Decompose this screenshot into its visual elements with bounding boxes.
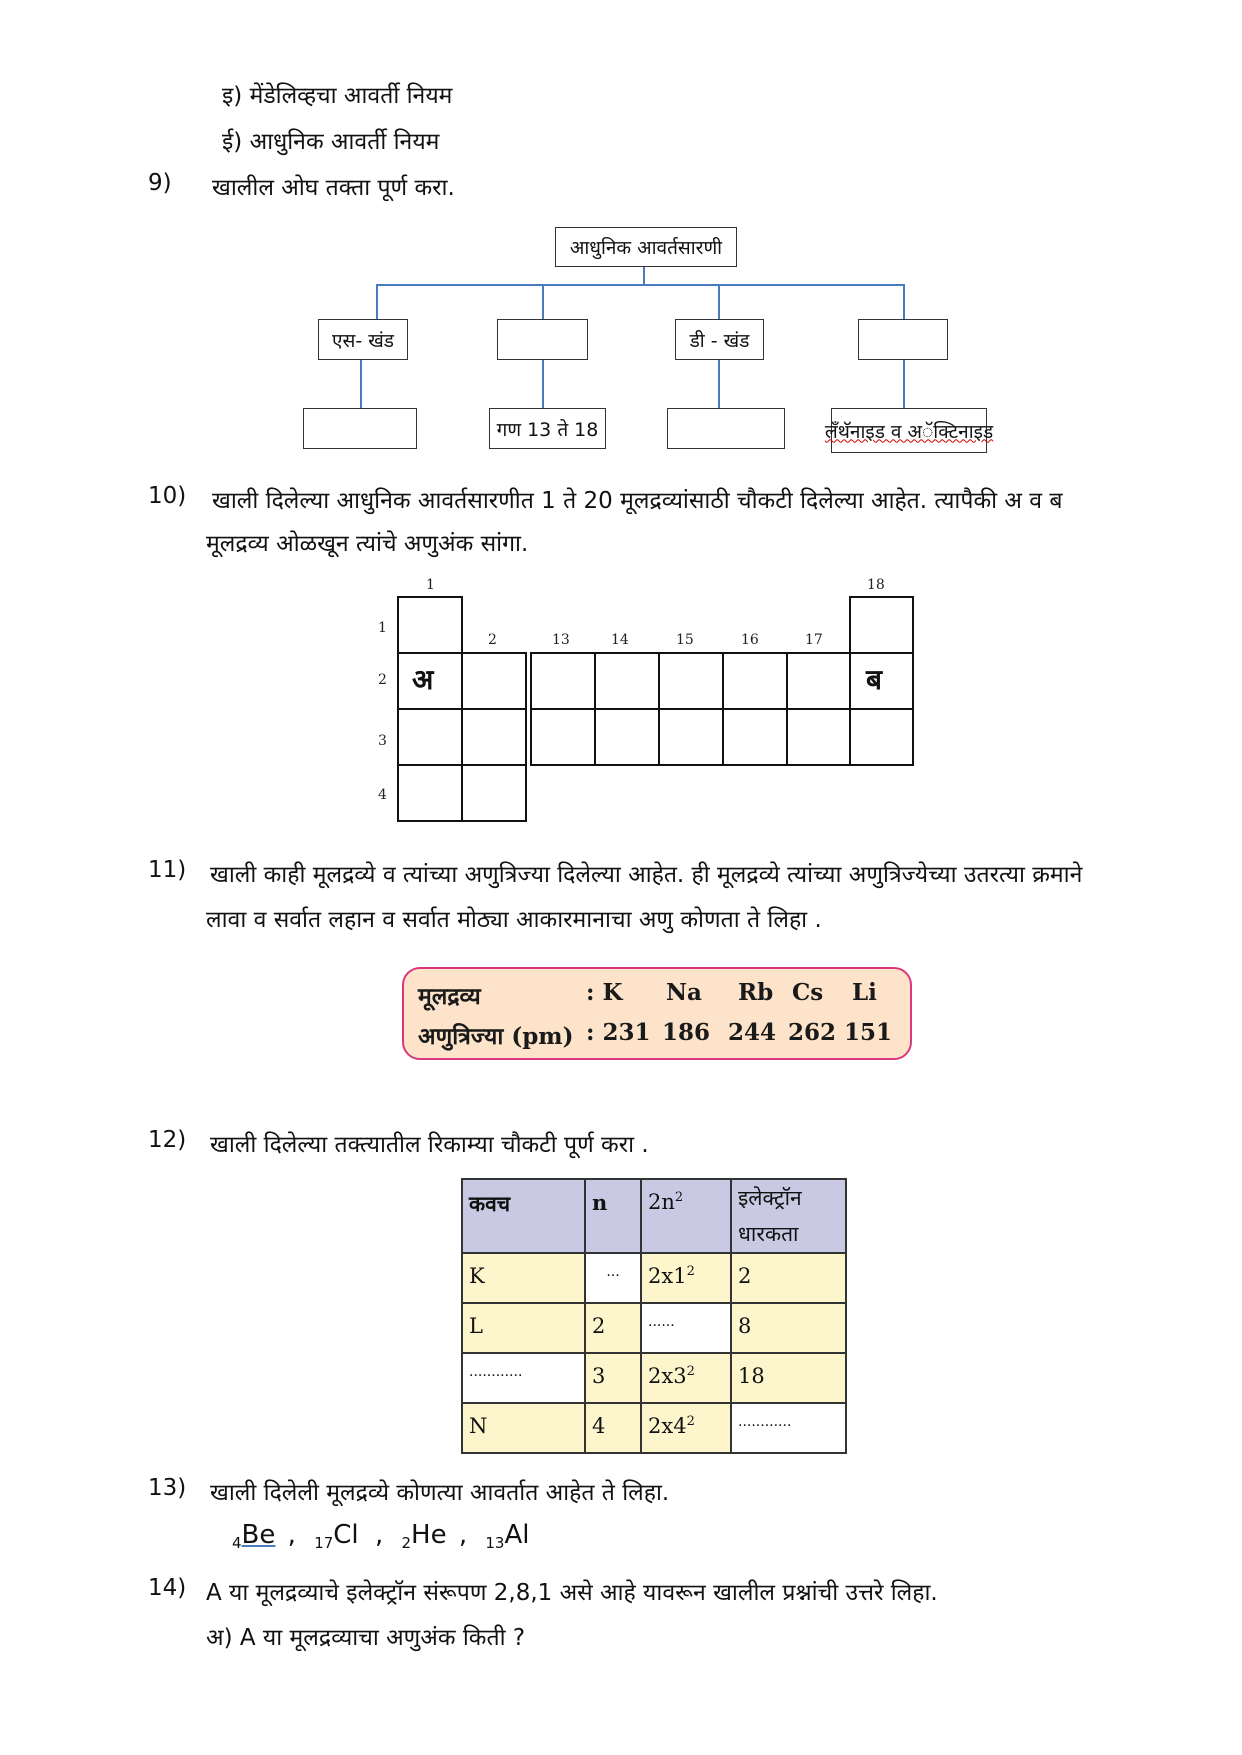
period-label: 1 [378, 620, 387, 636]
pt-cell [786, 652, 851, 710]
q10-text-line1: खाली दिलेल्या आधुनिक आवर्तसारणीत 1 ते 20 मूलद्रव्यांसाठी चौकटी दिलेल्या आहेत. त्यापैकी अ व ब [212, 488, 1063, 514]
cell-shell: N [462, 1403, 585, 1453]
table-row [462, 1253, 846, 1303]
cell-n: 3 [585, 1353, 641, 1403]
flow-blank-box[interactable] [858, 319, 948, 360]
cell-2n2 [641, 1353, 731, 1403]
group-label: 17 [805, 632, 823, 648]
table-row [462, 1353, 846, 1403]
cell-capacity: 8 [731, 1303, 846, 1353]
header-electron-text: इलेक्ट्रॉन [738, 1186, 802, 1210]
superscript: 2 [686, 1364, 695, 1379]
lanthanide-actinide-label: लँथॅनाइड व अॅक्टिनाइड [824, 420, 994, 443]
element-item [232, 1520, 275, 1550]
connector [903, 284, 905, 319]
shell-capacity-table [461, 1178, 847, 1454]
pt-cell [658, 652, 724, 710]
period-label: 3 [378, 733, 387, 749]
q14-text: A या मूलद्रव्याचे इलेक्ट्रॉन संरूपण 2,8,1 असे आहे यावरून खालील प्रश्नांची उत्तरे लिहा. [206, 1580, 938, 1606]
cell-capacity: 18 [731, 1353, 846, 1403]
header-shell: कवच [462, 1179, 585, 1253]
atomic-number: 2 [401, 1534, 412, 1552]
cell-2n2 [641, 1403, 731, 1453]
element-symbol: Be [241, 1520, 276, 1550]
connector [376, 284, 904, 286]
header-n: n [585, 1179, 641, 1253]
symbol-b: ब [866, 663, 882, 696]
connector [542, 284, 544, 319]
radius-value: 186 [662, 1019, 711, 1046]
connector [360, 360, 362, 408]
element-symbol: Al [504, 1520, 530, 1550]
flow-d-block-box: डी - खंड [675, 319, 764, 360]
cell-2n2-text: 2x1 [648, 1264, 687, 1288]
q13-number: 13) [148, 1475, 187, 1501]
pt-cell [530, 652, 596, 710]
superscript: 2 [686, 1414, 695, 1429]
separator: , [287, 1520, 296, 1550]
atomic-number: 13 [485, 1534, 505, 1552]
q10-number: 10) [148, 483, 187, 509]
pt-cell [397, 708, 463, 766]
cell-n: 2 [585, 1303, 641, 1353]
pt-cell [722, 708, 788, 766]
group-label: 18 [867, 577, 885, 593]
cell-2n2-text: 2x4 [648, 1414, 687, 1438]
q10-text-line2: मूलद्रव्य ओळखून त्यांचे अणुअंक सांगा. [206, 531, 529, 557]
element-symbol: Na [666, 979, 702, 1006]
group-label: 14 [611, 632, 629, 648]
pt-cell [594, 708, 660, 766]
pt-cell [397, 596, 463, 654]
pt-cell [461, 708, 527, 766]
header-electron-capacity [731, 1179, 846, 1253]
flow-lanthanide-actinide-box [824, 408, 994, 453]
group-label: 15 [676, 632, 694, 648]
table-row [462, 1303, 846, 1353]
option-ee-modern-law: ई) आधुनिक आवर्ती नियम [222, 129, 440, 155]
superscript: 2 [674, 1190, 684, 1205]
element-item [485, 1520, 529, 1550]
period-label: 4 [378, 787, 387, 803]
pt-cell [397, 764, 463, 822]
q13-element-list [232, 1520, 529, 1550]
table-header-row [462, 1179, 846, 1253]
group-label: 13 [552, 632, 570, 648]
header-2n2 [641, 1179, 731, 1253]
pt-cell [530, 708, 596, 766]
separator: , [458, 1520, 468, 1550]
element-symbol: Cs [792, 979, 824, 1006]
pt-cell [658, 708, 724, 766]
blank-cell[interactable]: ............ [731, 1403, 846, 1453]
blank-cell[interactable]: ... [585, 1253, 641, 1303]
atomic-number: 4 [232, 1534, 242, 1552]
q11-number: 11) [148, 857, 187, 883]
table-row [462, 1403, 846, 1453]
flow-blank-box[interactable] [303, 408, 417, 449]
atomic-number: 17 [314, 1534, 334, 1552]
element-symbol: Rb [738, 979, 774, 1006]
symbol-a: अ [412, 663, 434, 696]
element-symbol: : K [586, 979, 623, 1006]
connector [376, 284, 378, 319]
flow-blank-box[interactable] [497, 319, 588, 360]
cell-n: 4 [585, 1403, 641, 1453]
pt-cell [722, 652, 788, 710]
flow-blank-box[interactable] [667, 408, 785, 449]
group-label: 1 [426, 577, 435, 593]
atomic-radius-box [402, 967, 912, 1060]
pt-cell [461, 764, 527, 822]
q9-number: 9) [148, 170, 172, 196]
cell-capacity: 2 [731, 1253, 846, 1303]
cell-2n2 [641, 1253, 731, 1303]
element-symbol: Li [852, 979, 877, 1006]
radius-row-label: अणुत्रिज्या (pm) [418, 1023, 574, 1050]
blank-cell[interactable]: ...... [641, 1303, 731, 1353]
connector [643, 265, 645, 285]
q12-number: 12) [148, 1127, 187, 1153]
q11-text-line2: लावा व सर्वात लहान व सर्वात मोठ्या आकारमानाचा अणु कोणता ते लिहा . [206, 907, 822, 933]
cell-shell: L [462, 1303, 585, 1353]
q9-text: खालील ओघ तक्ता पूर्ण करा. [212, 175, 455, 201]
superscript: 2 [686, 1264, 695, 1279]
pt-cell [786, 708, 851, 766]
q14-number: 14) [148, 1575, 187, 1601]
flow-groups-13-18-box: गण 13 ते 18 [489, 408, 606, 449]
element-item [401, 1520, 446, 1550]
radius-value: 262 [788, 1019, 837, 1046]
connector [718, 284, 720, 319]
radius-value: : 231 [586, 1019, 651, 1046]
element-symbol: Cl [333, 1520, 359, 1550]
pt-cell [849, 708, 914, 766]
period-label: 2 [378, 672, 387, 688]
cell-2n2-text: 2x3 [648, 1364, 687, 1388]
element-symbol: He [411, 1520, 447, 1550]
flow-s-block-box: एस- खंड [318, 319, 408, 360]
pt-cell [461, 652, 527, 710]
element-row-label: मूलद्रव्य [418, 983, 481, 1010]
cell-shell: K [462, 1253, 585, 1303]
separator: , [374, 1520, 384, 1550]
connector [542, 360, 544, 408]
element-item [314, 1520, 358, 1550]
connector [903, 360, 905, 408]
header-2n-text: 2n [648, 1190, 675, 1214]
q12-text: खाली दिलेल्या तक्त्यातील रिकाम्या चौकटी पूर्ण करा . [210, 1132, 649, 1158]
radius-value: 244 [728, 1019, 777, 1046]
group-label: 2 [488, 632, 497, 648]
header-capacity-text: धारकता [738, 1222, 799, 1246]
q14-sub-a: अ) A या मूलद्रव्याचा अणुअंक किती ? [206, 1625, 526, 1651]
q13-text: खाली दिलेली मूलद्रव्ये कोणत्या आवर्तात आहेत ते लिहा. [210, 1480, 670, 1506]
radius-value: 151 [844, 1019, 893, 1046]
flow-root-box: आधुनिक आवर्तसारणी [555, 227, 737, 267]
blank-cell[interactable]: ............ [462, 1353, 585, 1403]
pt-cell [594, 652, 660, 710]
group-label: 16 [741, 632, 759, 648]
connector [718, 360, 720, 408]
option-e-mendeleev-law: इ) मेंडेलिव्हचा आवर्ती नियम [222, 83, 453, 109]
q11-text-line1: खाली काही मूलद्रव्ये व त्यांच्या अणुत्रिज्या दिलेल्या आहेत. ही मूलद्रव्ये त्यांच्या अणुत्रिज्येच्या उतरत्या क्रमाने [210, 862, 1083, 888]
pt-cell [849, 596, 914, 654]
